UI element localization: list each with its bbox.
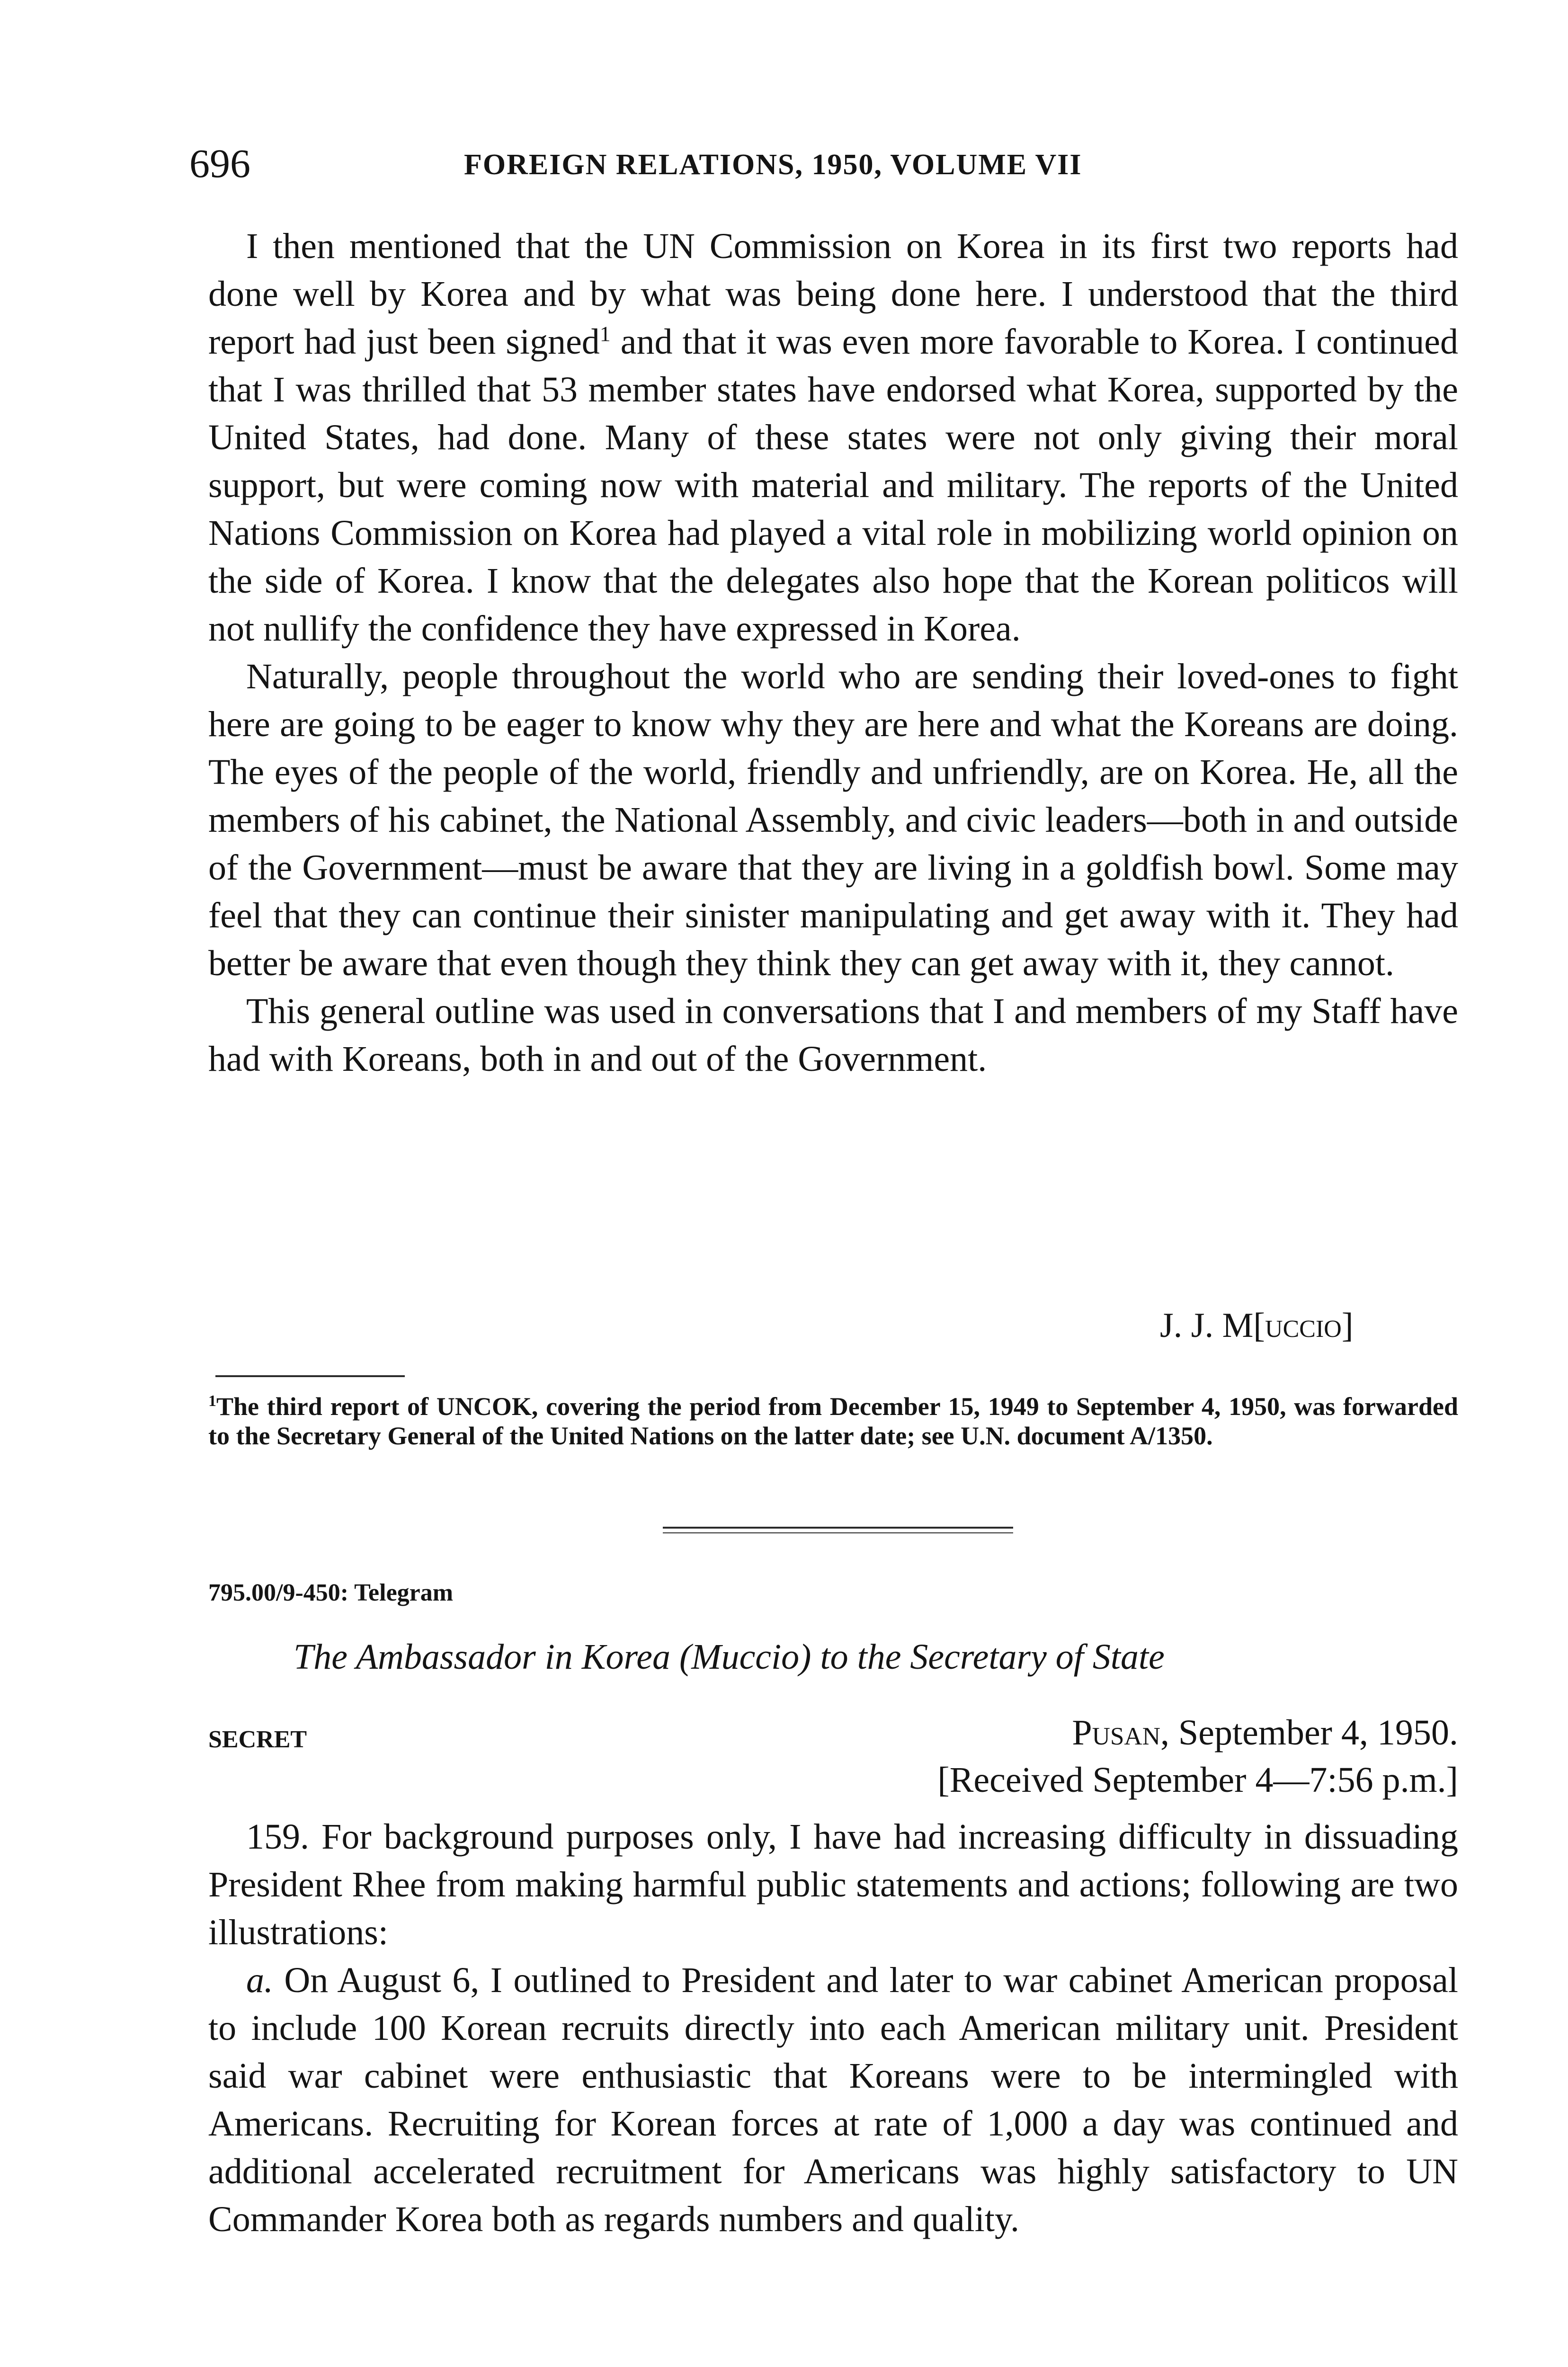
section-divider-thin xyxy=(663,1532,1013,1533)
footnote-text: The third report of UNCOK, covering the period from December 15, 1949 to September 4, 1950, was forwarded to the Secretary General of the United Nations on the latter date; see U.N. document A/1350. xyxy=(208,1392,1458,1450)
running-head: FOREIGN RELATIONS, 1950, VOLUME VII xyxy=(464,149,1082,181)
signature xyxy=(1160,1302,1354,1349)
received-line: [Received September 4—7:56 p.m.] xyxy=(937,1760,1458,1800)
paragraph-text: On August 6, I outlined to President and later to war cabinet American proposal to include 100 Korean recruits directly into each American military unit. President said war cabinet were enthusiastic that Koreans were to be intermingled with Americans. Recruiting for Korean forces at rate of 1,000 a day was continued and additional accelerated recruitment for Americans was highly satisfactory to UN Commander Korea both as regards numbers and quality. xyxy=(208,1960,1458,2239)
signature-close: ] xyxy=(1341,1306,1354,1345)
body-paragraph-3: This general outline was used in conversations that I and members of my Staff have had with Koreans, both in and out of the Government. xyxy=(208,991,1458,1079)
page-number: 696 xyxy=(189,141,250,186)
item-label: a. xyxy=(246,1960,273,2000)
telegram-paragraph-1: 159. For background purposes only, I have had increasing difficulty in dissuading President Rhee from making harmful public statements and actions; following are two illustrations: xyxy=(208,1817,1458,1952)
signature-name: J. J. M[ xyxy=(1160,1306,1265,1345)
section-divider xyxy=(663,1527,1013,1529)
footnote xyxy=(208,1392,1458,1450)
body-paragraph-1 xyxy=(208,222,1458,653)
page-header xyxy=(189,137,1458,189)
telegram-body xyxy=(208,1813,1458,2243)
telegram-paragraph-2 xyxy=(208,1957,1458,2243)
paragraph-text: and that it was even more favorable to Korea. I continued that I was thrilled that 53 member states have endorsed what Korea, supported by the United States, had done. Many of these states were not only giving their moral support, but were coming now with material and military. The reports of the United Nations Commission on Korea had played a vital role in mobilizing world opinion on the side of Korea. I know that the delegates also hope that the Korean politicos will not nullify the confidence they have expressed in Korea. xyxy=(208,322,1458,649)
document-title: The Ambassador in Korea (Muccio) to the Secretary of State xyxy=(294,1637,1165,1677)
footnote-marker: 1 xyxy=(208,1392,216,1410)
origin-date: , September 4, 1950. xyxy=(1160,1713,1458,1753)
classification-label: SECRET xyxy=(208,1726,307,1753)
signature-bracketed: uccio xyxy=(1265,1306,1342,1345)
origin-dateline xyxy=(1072,1709,1458,1756)
footnote-divider xyxy=(215,1375,405,1377)
paragraph-text: I then mentioned that the UN Commission on Korea in its first two reports had done well by Korea and by what was being done here. I understood that the third report had just been signed xyxy=(208,226,1458,362)
letter-body xyxy=(208,222,1458,1083)
body-paragraph-2: Naturally, people throughout the world who are sending their loved-ones to fight here are going to be eager to know why they are here and what the Koreans are doing. The eyes of the people of the world, friendly and unfriendly, are on Korea. He, all the members of his cabinet, the National Assembly, and civic leaders—both in and outside of the Government—must be aware that they are living in a goldfish bowl. Some may feel that they can continue their sinister manipulating and get away with it. They had better be aware that even though they think they can get away with it, they cannot. xyxy=(208,657,1458,983)
file-reference: 795.00/9-450: Telegram xyxy=(208,1579,454,1606)
origin-place: Pusan xyxy=(1072,1713,1160,1753)
footnote-reference: 1 xyxy=(599,321,611,346)
